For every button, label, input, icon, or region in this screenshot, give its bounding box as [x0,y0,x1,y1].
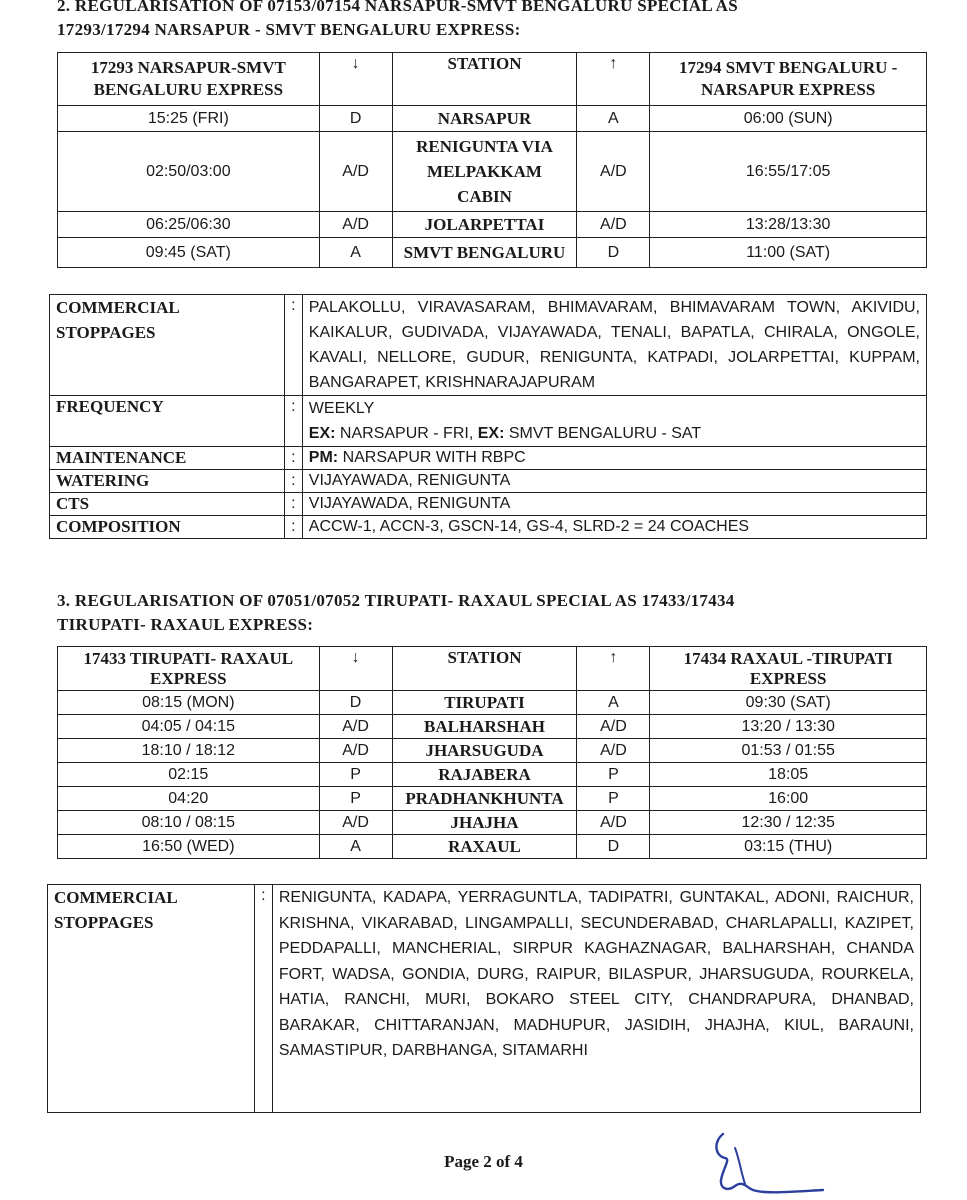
arr-dep-up: D [577,835,650,859]
section-2-heading-line1: 2. REGULARISATION OF 07153/07154 NARSAPUR-SMVT BENGALURU SPECIAL AS [57,0,738,15]
pm-label: PM: [308,449,339,466]
time-up: 03:15 (THU) [650,835,927,859]
section-2-schedule-table [57,52,927,268]
header-train-up: 17294 SMVT BENGALURU - NARSAPUR EXPRESS [650,53,927,106]
section-2-info-table [49,294,927,539]
arr-dep-down: D [319,691,392,715]
header-station: STATION [392,647,577,691]
time-down: 08:10 / 08:15 [58,811,320,835]
watering-label: WATERING [50,470,285,493]
time-up: 16:55/17:05 [650,132,927,212]
table-row [58,238,927,268]
arr-dep-down: P [319,787,392,811]
table-row [58,835,927,859]
time-down: 04:20 [58,787,320,811]
arr-dep-down: D [319,106,392,132]
time-up: 12:30 / 12:35 [650,811,927,835]
section-2-heading-line2: 17293/17294 NARSAPUR - SMVT BENGALURU EXPRESS: [57,20,521,39]
table-header-row [58,53,927,106]
colon: : [284,516,302,539]
colon: : [284,493,302,516]
station-name: SMVT BENGALURU [392,238,577,268]
station-name: TIRUPATI [392,691,577,715]
section-3-heading-line2: TIRUPATI- RAXAUL EXPRESS: [57,615,314,634]
composition-label: COMPOSITION [50,516,285,539]
cts-value: VIJAYAWADA, RENIGUNTA [302,493,926,516]
maintenance-label: MAINTENANCE [50,447,285,470]
time-up: 13:20 / 13:30 [650,715,927,739]
time-up: 13:28/13:30 [650,212,927,238]
arr-dep-up: A/D [577,811,650,835]
station-name: RAXAUL [392,835,577,859]
commercial-stoppages-value: PALAKOLLU, VIRAVASARAM, BHIMAVARAM, BHIMAVARAM TOWN, AKIVIDU, KAIKALUR, GUDIVADA, VIJAYAWADA, TENALI, BAPATLA, CHIRALA, ONGOLE, KAVALI, NELLORE, GUDUR, RENIGUNTA, KATPADI, JOLARPETTAI, KUPPAM, BANGARAPET, KRISHNARAJAPURAM [302,295,926,396]
table-row [58,212,927,238]
frequency-value-cell [302,396,926,447]
arr-dep-down: A/D [319,715,392,739]
time-up: 16:00 [650,787,927,811]
arr-dep-down: A [319,238,392,268]
arr-dep-up: A/D [577,212,650,238]
info-row-watering [50,470,927,493]
table-row [58,691,927,715]
station-name: PRADHANKHUNTA [392,787,577,811]
table-row [58,787,927,811]
up-arrow-icon: ↑ [577,53,650,106]
arr-dep-up: A [577,106,650,132]
time-up: 09:30 (SAT) [650,691,927,715]
info-row-cts [50,493,927,516]
table-row [58,763,927,787]
station-name: RENIGUNTA VIA MELPAKKAM CABIN [392,132,577,212]
down-arrow-icon: ↓ [319,53,392,106]
cts-label: CTS [50,493,285,516]
arr-dep-down: A/D [319,212,392,238]
station-name: JOLARPETTAI [392,212,577,238]
section-3-heading-line1: 3. REGULARISATION OF 07051/07052 TIRUPATI- RAXAUL SPECIAL AS 17433/17434 [57,591,735,610]
colon: : [284,396,302,447]
up-arrow-icon: ↑ [577,647,650,691]
maintenance-value [302,447,926,470]
info-row-frequency [50,396,927,447]
header-train-down: 17433 TIRUPATI- RAXAUL EXPRESS [58,647,320,691]
header-train-down: 17293 NARSAPUR-SMVT BENGALURU EXPRESS [58,53,320,106]
arr-dep-up: A/D [577,715,650,739]
time-down: 08:15 (MON) [58,691,320,715]
table-row [58,739,927,763]
station-name: JHAJHA [392,811,577,835]
commercial-stoppages-value: RENIGUNTA, KADAPA, YERRAGUNTLA, TADIPATRI, GUNTAKAL, ADONI, RAICHUR, KRISHNA, VIKARABAD, LINGAMPALLI, SECUNDERABAD, CHARLAPALLI, KAZIPET, PEDDAPALLI, MANCHERIAL, SIRPUR KAGHAZNAGAR, BALHARSHAH, CHANDA FORT, WADSA, GONDIA, DURG, RAIPUR, BILASPUR, JHARSUGUDA, ROURKELA, HATIA, RANCHI, MURI, BOKARO STEEL CITY, CHANDRAPURA, DHANBAD, BARAKAR, CHITTARANJAN, MADHUPUR, JASIDIH, JHAJHA, KIUL, BARAUNI, SAMASTIPUR, DARBHANGA, SITAMARHI [272,885,920,1113]
colon: : [284,295,302,396]
info-row-composition [50,516,927,539]
info-row-commercial [48,885,921,1113]
info-row-maintenance [50,447,927,470]
ex-value: NARSAPUR - FRI, [339,425,474,442]
commercial-stoppages-label: COMMERCIAL STOPPAGES [48,885,255,1113]
time-up: 18:05 [650,763,927,787]
time-up: 01:53 / 01:55 [650,739,927,763]
arr-dep-down: A/D [319,132,392,212]
arr-dep-up: A [577,691,650,715]
time-up: 06:00 (SUN) [650,106,927,132]
time-down: 04:05 / 04:15 [58,715,320,739]
arr-dep-down: A [319,835,392,859]
frequency-label: FREQUENCY [50,396,285,447]
arr-dep-up: D [577,238,650,268]
ex-value: SMVT BENGALURU - SAT [508,425,702,442]
ex-label: EX: [477,425,505,442]
table-header-row [58,647,927,691]
arr-dep-up: P [577,763,650,787]
station-name: NARSAPUR [392,106,577,132]
ex-label: EX: [308,425,336,442]
section-3-schedule-table [57,646,927,859]
time-down: 18:10 / 18:12 [58,739,320,763]
station-name: BALHARSHAH [392,715,577,739]
frequency-value: WEEKLY [308,400,375,417]
table-row [58,132,927,212]
colon: : [284,447,302,470]
arr-dep-down: A/D [319,739,392,763]
time-down: 02:15 [58,763,320,787]
section-3-heading [57,589,735,637]
time-down: 09:45 (SAT) [58,238,320,268]
time-down: 16:50 (WED) [58,835,320,859]
arr-dep-up: A/D [577,132,650,212]
table-row [58,811,927,835]
arr-dep-down: A/D [319,811,392,835]
pm-value: NARSAPUR WITH RBPC [342,449,526,466]
arr-dep-down: P [319,763,392,787]
header-train-up: 17434 RAXAUL -TIRUPATI EXPRESS [650,647,927,691]
composition-value: ACCW-1, ACCN-3, GSCN-14, GS-4, SLRD-2 = 24 COACHES [302,516,926,539]
station-name: JHARSUGUDA [392,739,577,763]
page-number: Page 2 of 4 [444,1152,523,1171]
arr-dep-up: P [577,787,650,811]
section-2-heading [57,0,738,42]
arr-dep-up: A/D [577,739,650,763]
info-row-commercial [50,295,927,396]
table-row [58,106,927,132]
colon: : [254,885,272,1113]
time-down: 02:50/03:00 [58,132,320,212]
time-down: 06:25/06:30 [58,212,320,238]
time-down: 15:25 (FRI) [58,106,320,132]
table-row [58,715,927,739]
header-station: STATION [392,53,577,106]
colon: : [284,470,302,493]
commercial-stoppages-label: COMMERCIAL STOPPAGES [50,295,285,396]
down-arrow-icon: ↓ [319,647,392,691]
station-name: RAJABERA [392,763,577,787]
watering-value: VIJAYAWADA, RENIGUNTA [302,470,926,493]
time-up: 11:00 (SAT) [650,238,927,268]
section-3-info-table [47,884,921,1113]
signature-image [705,1128,835,1200]
frequency-ex-line [309,421,920,446]
